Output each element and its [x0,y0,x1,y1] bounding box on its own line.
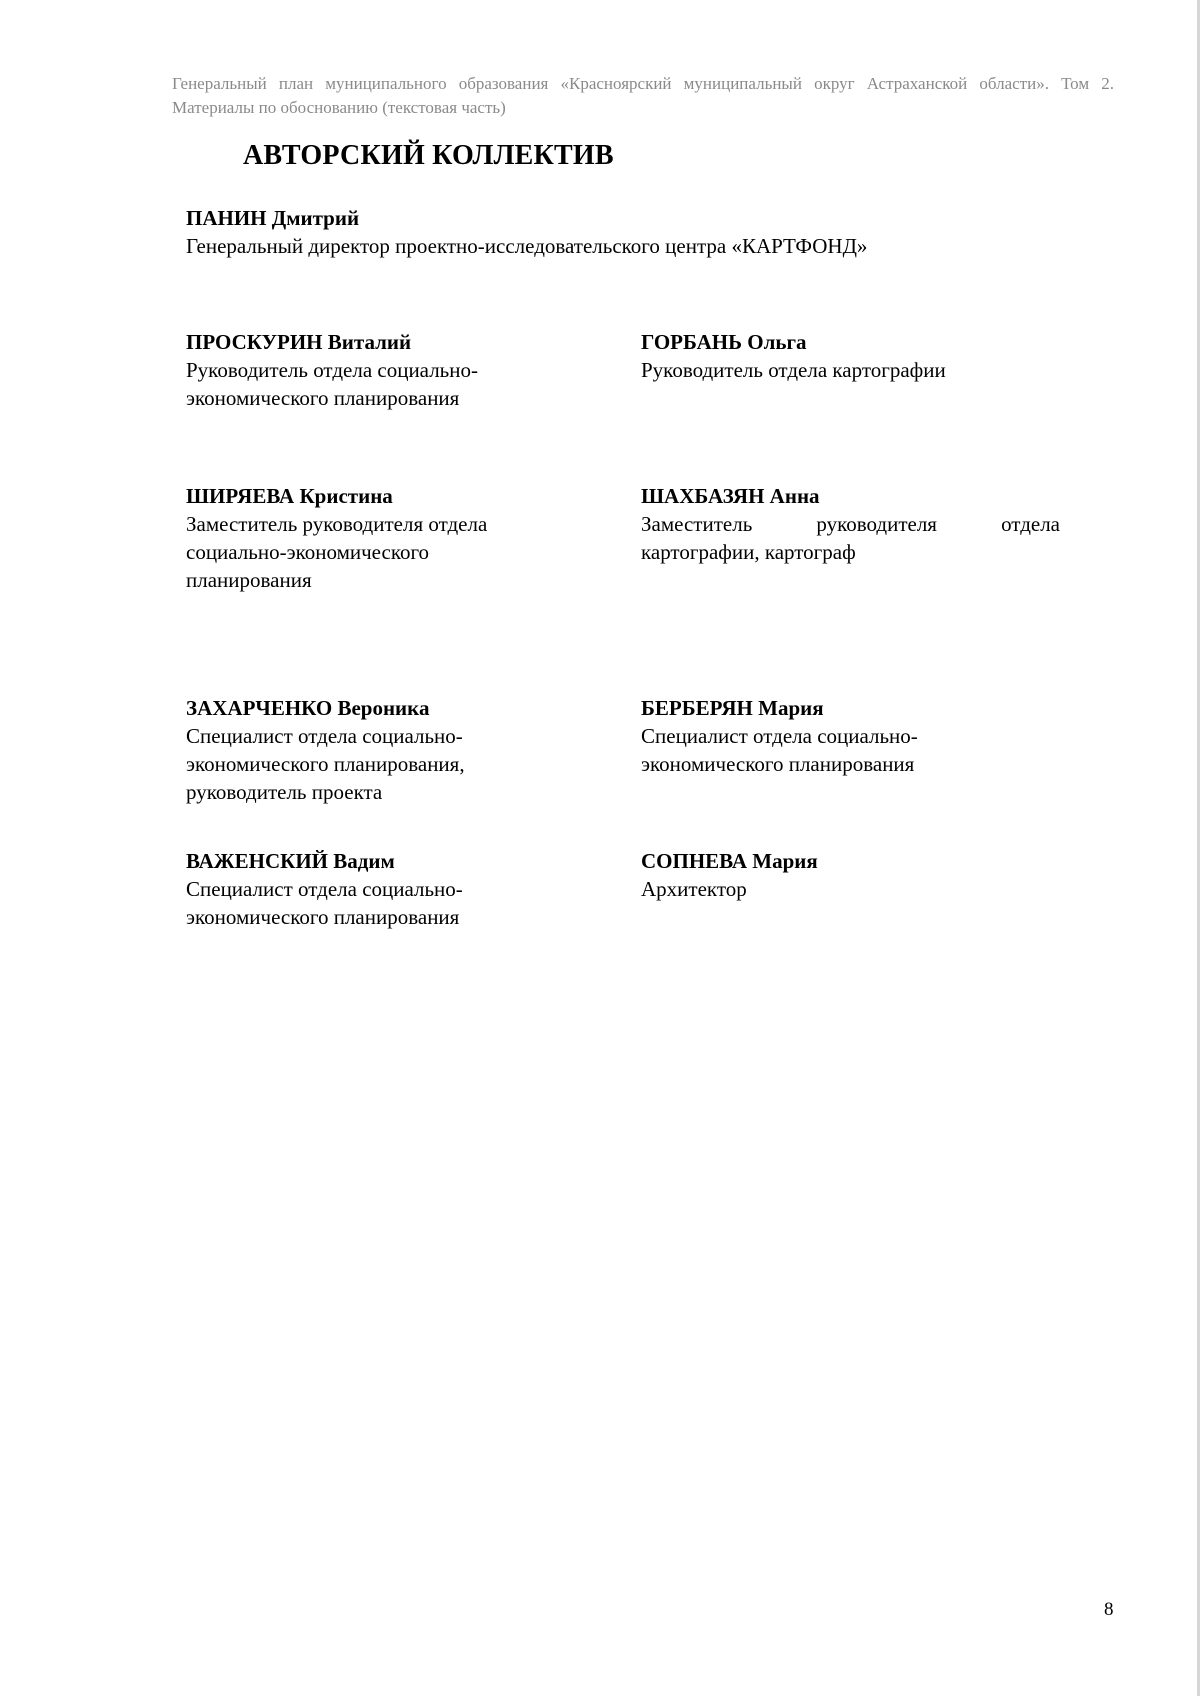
author-role-line: Специалист отдела социально- [186,877,463,901]
author-role-line: планирования [186,568,312,592]
author-card [641,482,1060,566]
author-role-line: Специалист отдела социально- [186,724,463,748]
author-role-line: экономического планирования, [186,752,465,776]
author-role-line: экономического планирования [186,905,460,929]
author-card [186,482,566,594]
author-role-line: Специалист отдела социально- [641,724,918,748]
author-role-line: социально-экономического [186,540,430,564]
author-role-line: Руководитель отдела картографии [641,358,946,382]
author-card [641,694,1061,778]
author-card [186,694,566,806]
author-role: Генеральный директор проектно-исследовательского центра «КАРТФОНД» [186,234,868,258]
author-card [641,847,1061,903]
author-role-line: Архитектор [641,877,747,901]
page-title: АВТОРСКИЙ КОЛЛЕКТИВ [243,140,614,171]
author-role-line: руководитель проекта [186,780,383,804]
author-role: Заместитель руководителя отдела картографии, картограф [641,512,1060,564]
author-name: ВАЖЕНСКИЙ Вадим [186,849,395,873]
author-name: ШАХБАЗЯН Анна [641,484,820,508]
author-name: ПРОСКУРИН Виталий [186,330,412,354]
author-name: БЕРБЕРЯН Мария [641,696,824,720]
running-header: Генеральный план муниципального образования «Красноярский муниципальный округ Астраханской области». Том 2. Материалы по обоснованию (текстовая часть) [172,74,1114,117]
author-name: ЗАХАРЧЕНКО Вероника [186,696,430,720]
author-card [641,328,1061,384]
author-role-line: Заместитель руководителя отдела [186,512,488,536]
author-director [186,204,1146,260]
author-role-line: экономического планирования [186,386,460,410]
author-card [186,328,566,412]
author-role-line: Руководитель отдела социально- [186,358,478,382]
author-name: СОПНЕВА Мария [641,849,818,873]
author-card [186,847,566,931]
author-name: ПАНИН Дмитрий [186,206,360,230]
author-name: ГОРБАНЬ Ольга [641,330,807,354]
author-name: ШИРЯЕВА Кристина [186,484,393,508]
page-number: 8 [1104,1599,1114,1620]
author-role-line: экономического планирования [641,752,915,776]
